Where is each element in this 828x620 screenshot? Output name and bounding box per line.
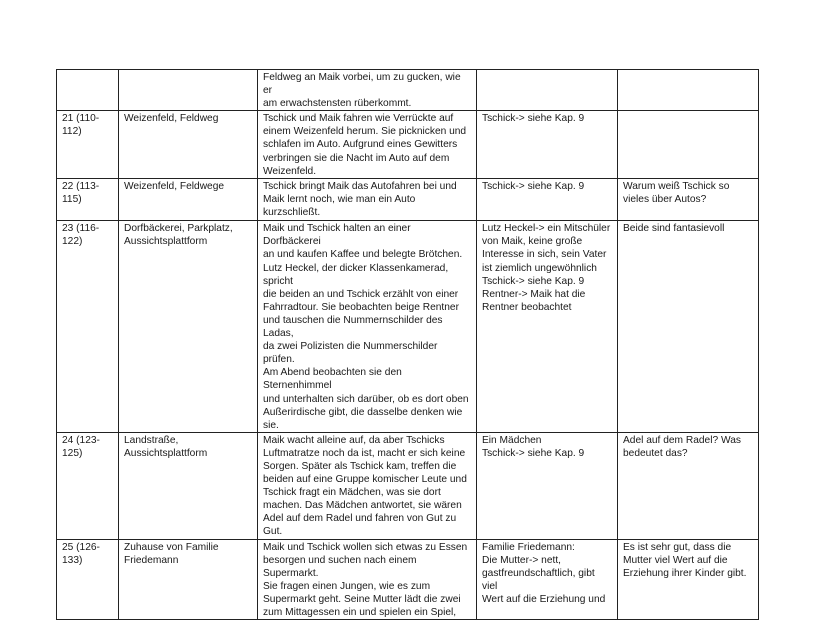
table-row (57, 111, 759, 179)
table-row (57, 432, 759, 539)
chapter-cell: 23 (116- 122) (57, 221, 119, 433)
location-cell: Zuhause von Familie Friedemann (119, 539, 258, 620)
table-row (57, 179, 759, 221)
questions-cell: Es ist sehr gut, dass die Mutter viel Wert auf die Erziehung ihrer Kinder gibt. (618, 539, 759, 620)
questions-cell: Beide sind fantasievoll (618, 221, 759, 433)
table-row (57, 70, 759, 111)
characters-cell: Ein Mädchen Tschick-> siehe Kap. 9 (477, 432, 618, 539)
chapter-cell: 25 (126- 133) (57, 539, 119, 620)
content-cell: Tschick bringt Maik das Autofahren bei und Maik lernt noch, wie man ein Auto kurzschließt. (258, 179, 477, 221)
chapter-cell: 21 (110- 112) (57, 111, 119, 179)
questions-cell (618, 111, 759, 179)
location-cell: Landstraße, Aussichtsplattform (119, 432, 258, 539)
chapter-cell: 22 (113- 115) (57, 179, 119, 221)
content-cell: Maik und Tschick halten an einer Dorfbäckerei an und kaufen Kaffee und belegte Brötchen. Lutz Heckel, der dicker Klassenkamerad, spricht die beiden an und Tschick erzählt von einer Fahrradtour. Sie beobachten beige Rentner und tauschen die Nummernschilder des Ladas, da zwei Polizisten die Nummerschilder prüfen. Am Abend beobachten sie den Sternenhimmel und unterhalten sich darüber, ob es dort oben Außerirdische gibt, die dasselbe denken wie sie. (258, 221, 477, 433)
table-row (57, 539, 759, 620)
questions-cell: Warum weiß Tschick so vieles über Autos? (618, 179, 759, 221)
chapter-cell: 24 (123- 125) (57, 432, 119, 539)
location-cell (119, 70, 258, 111)
location-cell: Weizenfeld, Feldweg (119, 111, 258, 179)
questions-cell: Adel auf dem Radel? Was bedeutet das? (618, 432, 759, 539)
questions-cell (618, 70, 759, 111)
chapter-cell (57, 70, 119, 111)
content-cell: Feldweg an Maik vorbei, um zu gucken, wie er am erwachstensten rüberkommt. (258, 70, 477, 111)
content-cell: Maik wacht alleine auf, da aber Tschicks Luftmatratze noch da ist, macht er sich keine Sorgen. Später als Tschick kam, treffen die beiden auf eine Gruppe komischer Leute und Tschick fragt ein Mädchen, was sie dort machen. Das Mädchen antwortet, sie wären Adel auf dem Radel und fahren von Gut zu Gut. (258, 432, 477, 539)
characters-cell: Lutz Heckel-> ein Mitschüler von Maik, keine große Interesse in sich, sein Vater ist ziemlich ungewöhnlich Tschick-> siehe Kap. 9 Rentner-> Maik hat die Rentner beobachtet (477, 221, 618, 433)
chapter-notes-table (56, 69, 759, 620)
characters-cell (477, 70, 618, 111)
characters-cell: Tschick-> siehe Kap. 9 (477, 111, 618, 179)
location-cell: Weizenfeld, Feldwege (119, 179, 258, 221)
content-cell: Maik und Tschick wollen sich etwas zu Essen besorgen und suchen nach einem Supermarkt. Sie fragen einen Jungen, wie es zum Supermarkt geht. Seine Mutter lädt die zwei zum Mittagessen ein und spielen ein Spiel, (258, 539, 477, 620)
table-row (57, 221, 759, 433)
content-cell: Tschick und Maik fahren wie Verrückte auf einem Weizenfeld herum. Sie picknicken und schlafen im Auto. Aufgrund eines Gewitters verbringen sie die Nacht im Auto auf dem Weizenfeld. (258, 111, 477, 179)
characters-cell: Tschick-> siehe Kap. 9 (477, 179, 618, 221)
characters-cell: Familie Friedemann: Die Mutter-> nett, gastfreundschaftlich, gibt viel Wert auf die Erziehung und (477, 539, 618, 620)
location-cell: Dorfbäckerei, Parkplatz, Aussichtsplattform (119, 221, 258, 433)
